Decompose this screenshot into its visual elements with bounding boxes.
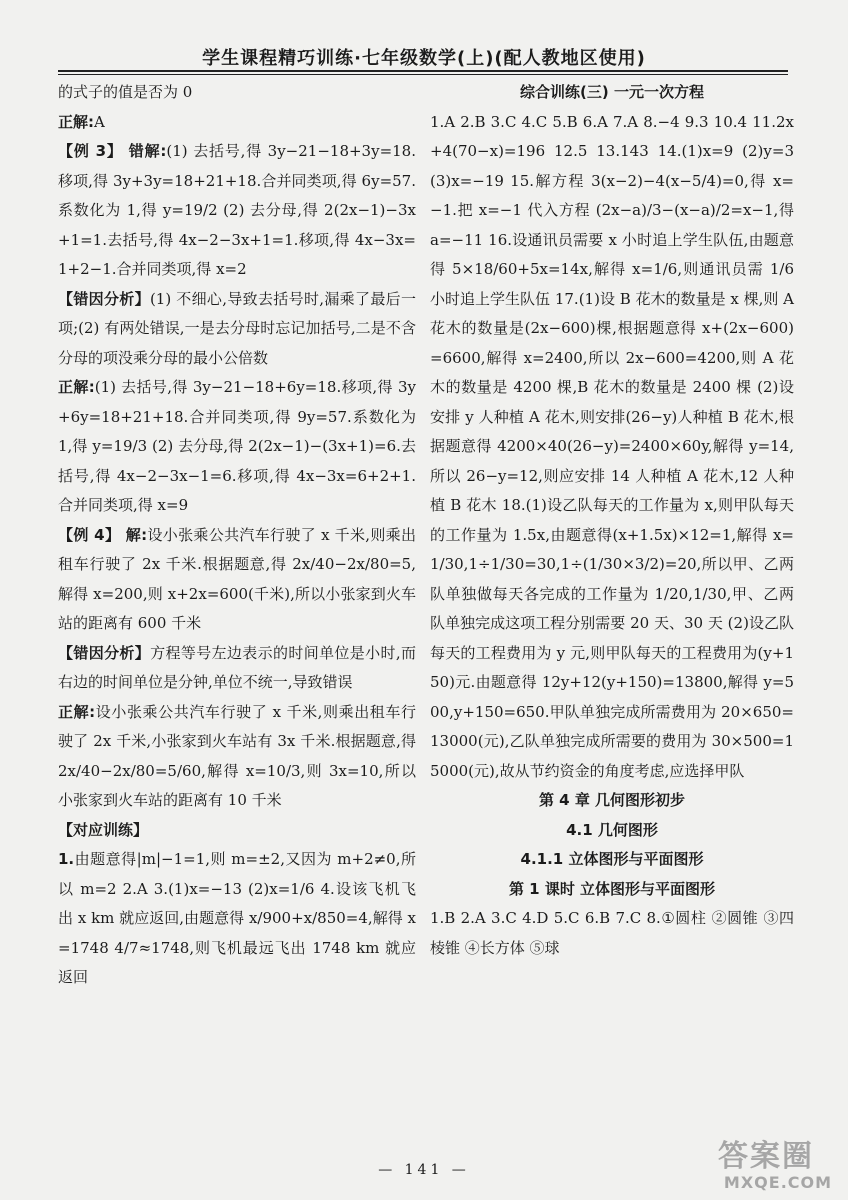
- section-heading: 综合训练(三) 一元一次方程: [520, 83, 704, 101]
- header-rule-thin: [58, 74, 788, 75]
- subsection-heading: 4.1.1 立体图形与平面图形: [520, 850, 704, 868]
- paragraph: 1.A 2.B 3.C 4.C 5.B 6.A 7.A 8.−4 9.3 10.4 11.2x+4(70−x)=196 12.5 13.143 14.(1)x=9 (2)y=3 (3)x=−19 15.解方程 3(x−2)−4(x−5/4)=0,得 x=−1.把 x=−1 代入方程 (2x−a)/3−(x−a)/2=x−1,得 a=−11 16.设通讯员需要 x 小时追上学生队伍,由题意得 5×18/60+5x=14x,解得 x=1/6,则通讯员需 1/6 小时追上学生队伍 17.(1)设 B 花木的数量是 x 棵,则 A 花木的数量是(2x−600)棵,根据题意得 x+(2x−600)=6600,解得 x=2400,所以 2x−600=4200,则 A 花木的数量是 4200 棵,B 花木的数量是 2400 棵 (2)设安排 y 人种植 A 花木,则安排(26−y)人种植 B 花木,根据题意得 4200×40(26−y)=2400×60y,解得 y=14,所以 26−y=12,则应安排 14 人种植 A 花木,12 人种植 B 花木 18.(1)设乙队每天的工作量为 x,则甲队每天的工作量为 1.5x,由题意得(x+1.5x)×12=1,解得 x=1/30,1÷1/30=30,1÷(1/30×3/2)=20,所以甲、乙两队单独做每天各完成的工作量为 1/20,1/30,甲、乙两队单独完成这项工程分别需要 20 天、30 天 (2)设乙队每天的工程费用为 y 元,则甲队每天的工程费用为(y+150)元.由题意得 12y+12(y+150)=13800,解得 y=500,y+150=650.甲队单独完成所需费用为 20×650=13000(元),乙队单独完成所需要的费用为 30×500=15000(元),故从节约资金的角度考虑,应选择甲队: [430, 112, 794, 780]
- paragraph: 【例 3】 错解:(1) 去括号,得 3y−21−18+3y=18.移项,得 3y+3y=18+21+18.合并同类项,得 6y=57.系数化为 1,得 y=19/2 (2) 去分母,得 2(2x−1)−3x+1=1.去括号,得 4x−2−3x+1=1.移项,得 4x−3x=1+2−1.合并同类项,得 x=2: [58, 142, 416, 278]
- paragraph: 【错因分析】(1) 不细心,导致去括号时,漏乘了最后一项;(2) 有两处错误,一是去分母时忘记加括号,二是不含分母的项没乘分母的最小公倍数: [58, 289, 416, 367]
- page-number: — 141 —: [378, 1162, 470, 1178]
- chapter-heading: 第 4 章 几何图形初步: [538, 791, 686, 809]
- paragraph: 1.B 2.A 3.C 4.D 5.C 6.B 7.C 8.①圆柱 ②圆锥 ③四棱锥 ④长方体 ⑤球: [430, 909, 794, 957]
- paragraph: 1.由题意得|m|−1=1,则 m=±2,又因为 m+2≠0,所以 m=2 2.A 3.(1)x=−13 (2)x=1/6 4.设该飞机飞出 x km 就应返回,由题意得 x/900+x/850=4,解得 x=1748 4/7≈1748,则飞机最远飞出 1748 km 就应返回: [58, 850, 416, 986]
- lesson-heading: 第 1 课时 立体图形与平面图形: [508, 879, 716, 898]
- watermark-text: 答案圈: [718, 1139, 814, 1174]
- paragraph: 正解:(1) 去括号,得 3y−21−18+6y=18.移项,得 3y+6y=18+21+18.合并同类项,得 9y=57.系数化为 1,得 y=19/3 (2) 去分母,得 2(2x−1)−(3x+1)=6.去括号,得 4x−2−3x−1=6.移项,得 4x−3x=6+2+1.合并同类项,得 x=9: [58, 378, 417, 514]
- running-header: 学生课程精巧训练·七年级数学(上)(配人教地区使用): [202, 48, 646, 69]
- watermark-logo: [718, 1140, 838, 1196]
- paragraph: 的式子的值是否为 0: [58, 83, 193, 101]
- section-label: 【对应训练】: [58, 820, 149, 839]
- paragraph: 【错因分析】方程等号左边表示的时间单位是小时,而右边的时间单位是分钟,单位不统一,导致错误: [58, 643, 416, 691]
- watermark-url: MXQE.COM: [723, 1173, 833, 1192]
- section-heading: 4.1 几何图形: [566, 820, 658, 839]
- header-rule: [58, 70, 788, 72]
- left-column: [58, 78, 416, 993]
- paragraph: 【例 4】 解:设小张乘公共汽车行驶了 x 千米,则乘出租车行驶了 2x 千米.根据题意,得 2x/40−2x/80=5,解得 x=200,则 x+2x=600(千米),所以小张家到火车站的距离有 600 千米: [58, 525, 417, 632]
- paragraph: 正解:A: [58, 112, 105, 131]
- paragraph: 正解:设小张乘公共汽车行驶了 x 千米,则乘出租车行驶了 2x 千米,小张家到火车站有 3x 千米.根据题意,得 2x/40−2x/80=5/60,解得 x=10/3,则 3x=10,所以小张家到火车站的距离有 10 千米: [58, 702, 416, 809]
- right-column: [430, 78, 794, 963]
